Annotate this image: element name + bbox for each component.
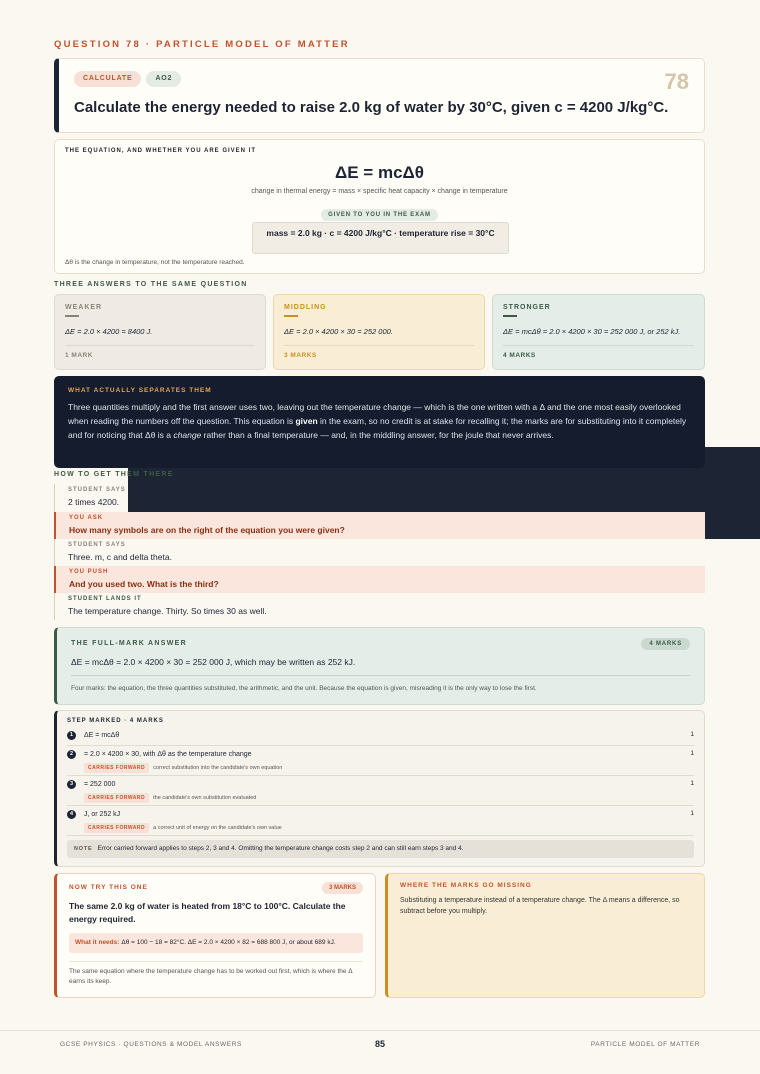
answer-level: WEAKER bbox=[65, 304, 103, 311]
dialogue-heading: HOW TO GET THEM THERE bbox=[54, 471, 174, 478]
level-rule bbox=[284, 315, 298, 317]
step-number: 1 bbox=[67, 731, 76, 740]
question-text: Calculate the energy needed to raise 2.0 kg of water by 30°C, given c = 4200 J/kg°C. bbox=[74, 99, 669, 116]
separates-panel bbox=[54, 376, 705, 468]
answer-card-middling bbox=[273, 294, 485, 370]
try-heading: NOW TRY THIS ONE bbox=[69, 884, 148, 891]
step-number: 2 bbox=[67, 750, 76, 759]
needs-label: What it needs: bbox=[75, 939, 120, 946]
carries-forward-tag: CARRIES FORWARD bbox=[84, 763, 149, 773]
step-text: = 252 000 bbox=[84, 781, 116, 788]
equation-card bbox=[54, 139, 705, 274]
full-mark-heading: THE FULL-MARK ANSWER bbox=[71, 640, 187, 647]
carries-forward-tag: CARRIES FORWARD bbox=[84, 823, 149, 833]
dialogue-label: STUDENT LANDS IT bbox=[68, 596, 142, 602]
try-this-card bbox=[54, 873, 376, 998]
answer-text: ΔE = 2.0 × 4200 = 8400 J. bbox=[65, 326, 153, 336]
try-badge: 3 MARKS bbox=[322, 882, 363, 894]
equation-label: THE EQUATION, AND WHETHER YOU ARE GIVEN IT bbox=[65, 148, 257, 154]
try-footer: The same equation where the temperature change has to be worked out first, which is where the Δ earns its keep. bbox=[69, 961, 363, 987]
question-kicker: QUESTION 78 · PARTICLE MODEL OF MATTER bbox=[54, 39, 350, 50]
footer-chapter: PARTICLE MODEL OF MATTER bbox=[590, 1041, 700, 1048]
step-number: 4 bbox=[67, 810, 76, 819]
page-footer bbox=[0, 1030, 760, 1074]
mark-step-3 bbox=[67, 780, 694, 806]
answer-level: STRONGER bbox=[503, 304, 551, 311]
dialogue-student-1 bbox=[54, 484, 705, 512]
given-values-box: mass = 2.0 kg · c = 4200 J/kg°C · temperature rise = 30°C bbox=[252, 222, 509, 254]
question-card bbox=[54, 58, 705, 133]
level-rule bbox=[503, 315, 517, 317]
step-description: a correct unit of energy on the candidate's own value bbox=[153, 825, 282, 831]
given-badge: GIVEN TO YOU IN THE EXAM bbox=[321, 209, 438, 221]
answer-text: ΔE = 2.0 × 4200 × 30 = 252 000. bbox=[284, 326, 393, 336]
footer-book-title: GCSE PHYSICS · QUESTIONS & MODEL ANSWERS bbox=[60, 1041, 242, 1048]
carries-forward-tag: CARRIES FORWARD bbox=[84, 793, 149, 803]
answer-card-stronger bbox=[492, 294, 705, 370]
try-needs bbox=[69, 933, 363, 953]
step-text: = 2.0 × 4200 × 30, with Δθ as the temperature change bbox=[84, 751, 252, 758]
dialogue-label: YOU ASK bbox=[69, 515, 104, 521]
answer-level: MIDDLING bbox=[284, 304, 327, 311]
note-text: Error carried forward applies to steps 2, 3 and 4. Omitting the temperature change costs step 2 and can still earn steps 3 and 4. bbox=[97, 845, 464, 852]
dialogue-student-2 bbox=[54, 539, 705, 566]
answer-marks: 4 MARKS bbox=[503, 345, 694, 359]
dialogue-teacher-push bbox=[54, 566, 705, 593]
note-label: NOTE bbox=[74, 846, 93, 852]
separates-heading: WHAT ACTUALLY SEPARATES THEM bbox=[68, 387, 212, 394]
step-text: J, or 252 kJ bbox=[84, 811, 121, 818]
dialogue-line: And you used two. What is the third? bbox=[69, 579, 219, 589]
equation-note: Δθ is the change in temperature, not the temperature reached. bbox=[65, 259, 245, 266]
full-mark-note: Four marks: the equation, the three quantities substituted, the arithmetic, and the unit. Because the equation is given, misreading it is the only way to lose the first. bbox=[71, 685, 537, 692]
answer-card-weaker bbox=[54, 294, 266, 370]
step-text: ΔE = mcΔθ bbox=[84, 732, 120, 739]
marks-missing-card bbox=[385, 873, 705, 998]
mark-step-1 bbox=[67, 731, 694, 746]
dialogue-line: 2 times 4200. bbox=[68, 497, 120, 507]
missing-text: Substituting a temperature instead of a temperature change. The Δ means a difference, so subtract before you multiply. bbox=[400, 897, 680, 915]
step-mark: 1 bbox=[690, 780, 694, 787]
mark-scheme-heading: STEP MARKED · 4 MARKS bbox=[67, 718, 164, 724]
step-mark: 1 bbox=[690, 750, 694, 757]
step-description: the candidate's own substitution evaluated bbox=[153, 795, 257, 801]
needs-text: Δθ = 100 − 18 = 82°C. ΔE = 2.0 × 4200 × 82 = 688 800 J, or about 689 kJ. bbox=[121, 939, 336, 946]
mark-scheme-card bbox=[54, 710, 705, 867]
equation-formula: ΔE = mcΔθ bbox=[335, 163, 424, 182]
dialogue-line: The temperature change. Thirty. So times 30 as well. bbox=[68, 606, 267, 616]
level-rule bbox=[65, 315, 79, 317]
page-number: 85 bbox=[374, 1039, 385, 1049]
full-mark-badge: 4 MARKS bbox=[641, 638, 690, 650]
answer-marks: 1 MARK bbox=[65, 345, 255, 359]
try-question: The same 2.0 kg of water is heated from 18°C to 100°C. Calculate the energy required. bbox=[69, 901, 346, 924]
command-word-chip: CALCULATE bbox=[74, 71, 141, 87]
dialogue-line: Three. m, c and delta theta. bbox=[68, 552, 172, 562]
mark-scheme-note bbox=[67, 840, 694, 858]
answers-heading: THREE ANSWERS TO THE SAME QUESTION bbox=[54, 281, 248, 288]
dialogue-label: STUDENT SAYS bbox=[68, 542, 126, 548]
step-description: correct substitution into the candidate's own equation bbox=[153, 765, 283, 771]
full-mark-answer: ΔE = mcΔθ = 2.0 × 4200 × 30 = 252 000 J, which may be written as 252 kJ. bbox=[71, 657, 690, 676]
dialogue-teacher-ask bbox=[54, 512, 705, 539]
mark-step-2 bbox=[67, 750, 694, 776]
step-mark: 1 bbox=[690, 731, 694, 738]
answer-marks: 3 MARKS bbox=[284, 345, 474, 359]
mark-step-4 bbox=[67, 810, 694, 836]
equation-words: change in thermal energy = mass × specific heat capacity × change in temperature bbox=[251, 188, 508, 195]
separates-body: Three quantities multiply and the first answer uses two, leaving out the temperature change — which is the one written with a Δ and the one most easily overlooked when reading the numbers off the question. This equation is given in the exam, so no credit is at stake for recalling it; the marks are for substituting into it completely and for noticing that Δθ is a change rather than a final temperature — and, in the middling answer, for the joule that never arrives. bbox=[68, 402, 687, 440]
step-mark: 1 bbox=[690, 810, 694, 817]
answer-text: ΔE = mcΔθ = 2.0 × 4200 × 30 = 252 000 J, or 252 kJ. bbox=[503, 326, 681, 336]
dialogue-student-lands bbox=[54, 593, 705, 620]
question-number: 78 bbox=[664, 69, 689, 94]
dialogue-label: STUDENT SAYS bbox=[68, 487, 126, 493]
full-mark-answer-card bbox=[54, 627, 705, 705]
assessment-objective-chip: AO2 bbox=[146, 71, 181, 87]
dialogue-label: YOU PUSH bbox=[69, 569, 109, 575]
question-chips bbox=[74, 71, 181, 87]
step-number: 3 bbox=[67, 780, 76, 789]
dialogue-line: How many symbols are on the right of the equation you were given? bbox=[69, 525, 345, 535]
missing-heading: WHERE THE MARKS GO MISSING bbox=[400, 882, 532, 889]
